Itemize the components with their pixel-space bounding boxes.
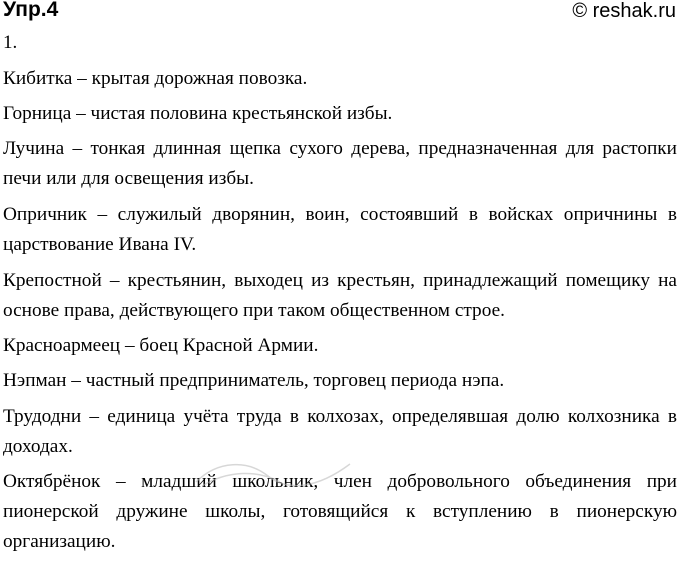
definition-entry-oprichnik: Опричник – служилый дворянин, воин, состоявший в войсках опричнины в царствование Ивана IV. <box>3 204 677 255</box>
definition-entry-luchina: Лучина – тонкая длинная щепка сухого дерева, предназначенная для растопки печи или для освещения избы. <box>3 138 677 189</box>
definition-entry-krepostnoy: Крепостной – крестьянин, выходец из крестьян, принадлежащий помещику на основе права, действующего при таком общественном строе. <box>3 270 677 321</box>
definition-entry-trudodni: Трудодни – единица учёта труда в колхозах, определявшая долю колхозника в доходах. <box>3 406 677 457</box>
definition-entry-oktyabryonok: Октябрёнок – младший школьник, член добровольного объединения при пионерской дружине школы, готовящийся к вступлению в пионерскую организацию. <box>3 471 677 552</box>
copyright-label: © reshak.ru <box>572 0 676 22</box>
section-number: 1. <box>3 32 18 53</box>
definition-entry-nepman: Нэпман – частный предприниматель, торговец периода нэпа. <box>3 370 505 391</box>
definition-entry-gornitsa: Горница – чистая половина крестьянской избы. <box>3 103 393 124</box>
watermark-logo <box>188 452 358 492</box>
definition-entry-kibitka: Кибитка – крытая дорожная повозка. <box>3 68 308 89</box>
definition-entry-krasnoarmeets: Красноармеец – боец Красной Армии. <box>3 335 319 356</box>
page-header <box>3 0 676 24</box>
exercise-title: Упр.4 <box>3 0 59 21</box>
